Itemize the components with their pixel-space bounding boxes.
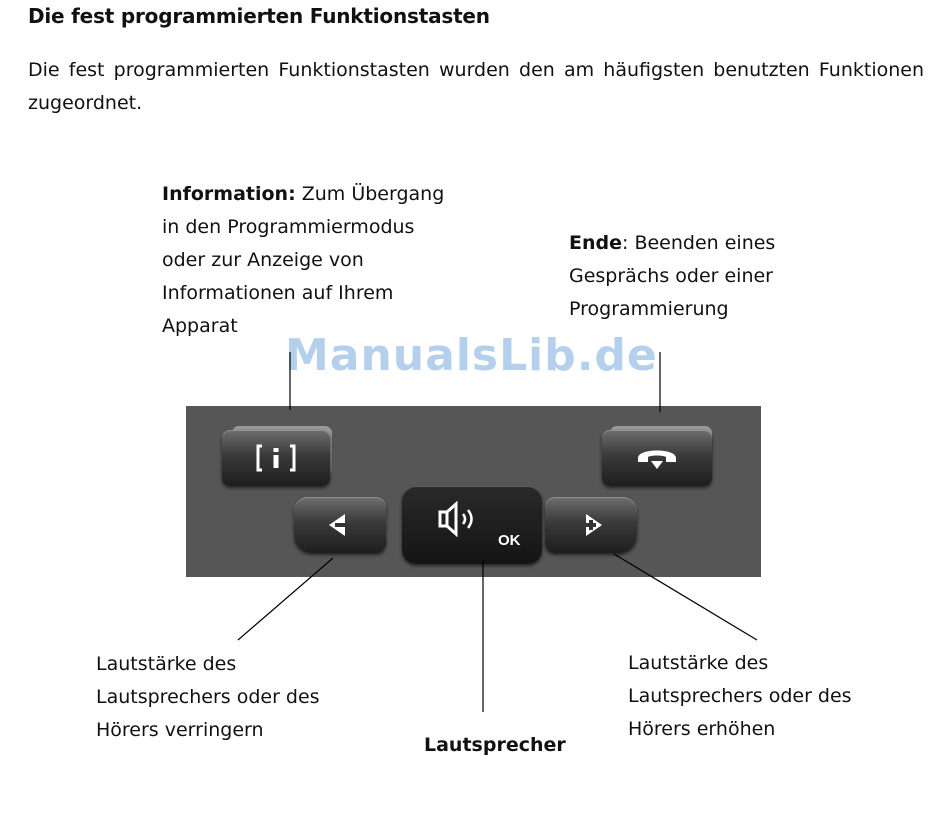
section-heading: Die fest programmierten Funktionstasten [28, 4, 490, 28]
speaker-callout: Lautsprecher [424, 734, 566, 756]
end-callout-title: Ende [569, 232, 622, 254]
information-callout-text: Zum Übergang in den Programmiermodus oder zur Anzeige von Informationen auf Ihrem Apparat [162, 183, 445, 337]
volume-up-leader-line [614, 554, 757, 640]
information-callout-title: Information: [162, 183, 296, 205]
intro-text: Die fest programmierten Funktionstasten wurden den am häufigsten benutzten Funktionen zugeordnet. [28, 59, 924, 114]
volume-down-leader-line [238, 558, 333, 640]
end-callout-text: : Beenden eines Gesprächs oder einer Programmierung [569, 232, 776, 320]
speaker-key-label: OK [498, 532, 521, 549]
volume-down-callout: Lautstärke des Lautsprechers oder des Hörers verringern [96, 653, 320, 741]
volume-up-callout: Lautstärke des Lautsprechers oder des Hörers erhöhen [628, 652, 852, 740]
watermark: ManualsLib.de [285, 330, 658, 381]
